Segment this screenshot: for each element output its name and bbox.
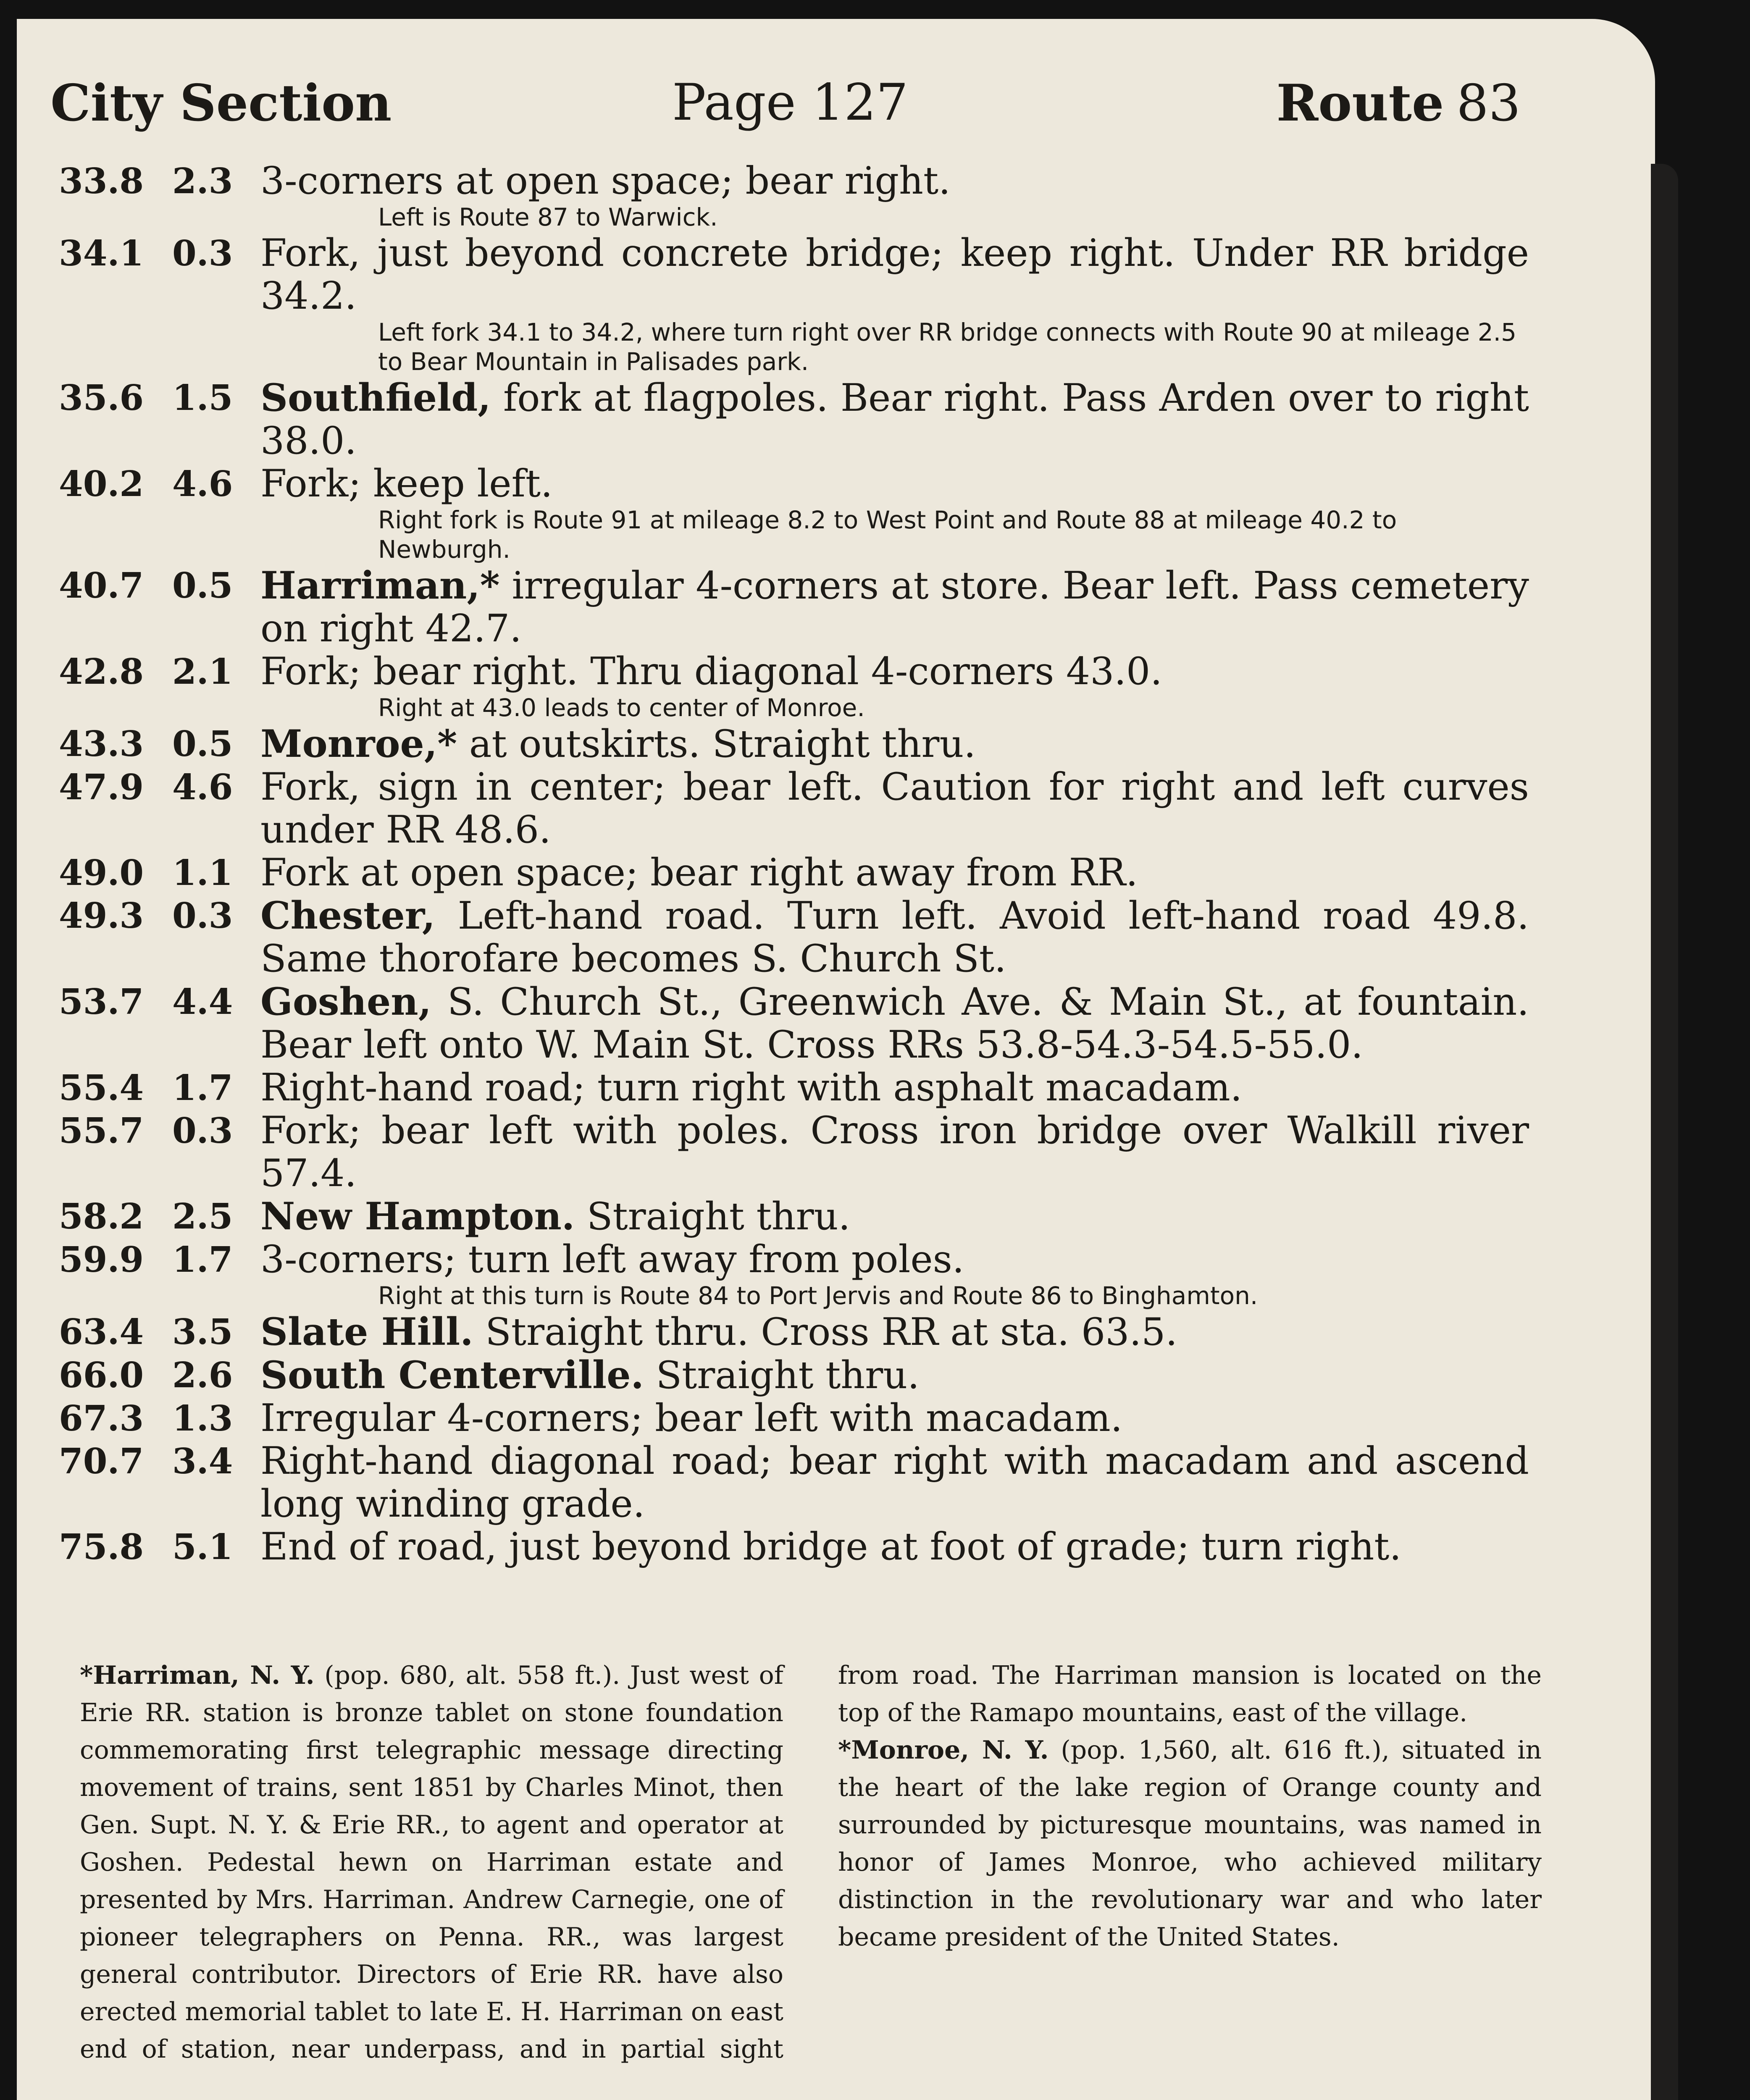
cumulative-mileage: 49.0 (59, 852, 144, 893)
direction-instruction: Fork; bear right. Thru diagonal 4-corners 43.0. (260, 649, 1162, 693)
cumulative-mileage: 58.2 (59, 1196, 144, 1237)
direction-text (260, 1525, 1529, 1568)
route-entry (59, 1397, 1529, 1440)
direction-text (260, 766, 1529, 851)
interval-mileage: 2.5 (172, 1196, 233, 1237)
direction-text (260, 462, 1529, 505)
direction-instruction: Irregular 4-corners; bear left with macadam. (260, 1396, 1123, 1440)
cumulative-mileage: 40.7 (59, 565, 144, 606)
route-entry (59, 1109, 1529, 1195)
place-name: Goshen, (260, 979, 432, 1024)
direction-text (260, 722, 1529, 766)
direction-instruction: Fork, sign in center; bear left. Caution for right and left curves under RR 48.6. (260, 765, 1529, 852)
cumulative-mileage: 59.9 (59, 1239, 144, 1280)
harriman-note-head: *Harriman, N. Y. (80, 1661, 315, 1690)
direction-text (260, 1066, 1529, 1109)
place-name: Harriman,* (260, 563, 500, 608)
direction-text (260, 1109, 1529, 1195)
section-title: City Section (50, 74, 392, 133)
direction-instruction: fork at flagpoles. Bear right. Pass Arden over to right 38.0. (260, 376, 1529, 463)
page-header (42, 74, 1521, 141)
route-entry (59, 894, 1529, 980)
direction-text (260, 851, 1529, 894)
direction-text (260, 1238, 1529, 1281)
direction-instruction: 3-corners at open space; bear right. (260, 159, 951, 203)
interval-mileage: 0.3 (172, 895, 233, 936)
interval-mileage: 1.7 (172, 1067, 233, 1108)
route-entry (59, 564, 1529, 650)
direction-instruction: Fork, just beyond concrete bridge; keep right. Under RR bridge 34.2. (260, 231, 1529, 318)
guidebook-page (17, 19, 1655, 2100)
route-note: Right at this turn is Route 84 to Port Jervis and Route 86 to Binghamton. (378, 1281, 1258, 1310)
interval-mileage: 2.3 (172, 160, 233, 202)
direction-instruction: 3-corners; turn left away from poles. (260, 1237, 964, 1281)
interval-mileage: 5.1 (172, 1526, 233, 1567)
route-entry (59, 1310, 1529, 1354)
cumulative-mileage: 55.7 (59, 1110, 144, 1151)
direction-instruction: Right-hand diagonal road; bear right with macadam and ascend long winding grade. (260, 1439, 1529, 1526)
direction-instruction: Left-hand road. Turn left. Avoid left-hand road 49.8. Same thorofare becomes S. Church St. (260, 894, 1529, 981)
cumulative-mileage: 35.6 (59, 377, 144, 418)
place-name: South Centerville. (260, 1353, 644, 1397)
cumulative-mileage: 42.8 (59, 651, 144, 692)
interval-mileage: 0.3 (172, 1110, 233, 1151)
route-log (59, 160, 1529, 1568)
direction-instruction: Fork; bear left with poles. Cross iron bridge over Walkill river 57.4. (260, 1108, 1529, 1195)
cumulative-mileage: 40.2 (59, 463, 144, 504)
route-entry (59, 722, 1529, 766)
cumulative-mileage: 33.8 (59, 160, 144, 202)
route-entry (59, 376, 1529, 462)
interval-mileage: 2.6 (172, 1354, 233, 1396)
direction-instruction: Straight thru. (586, 1194, 851, 1239)
route-note: Right fork is Route 91 at mileage 8.2 to West Point and Route 88 at mileage 40.2 to Newburgh. (378, 506, 1397, 564)
interval-mileage: 4.6 (172, 766, 233, 808)
footnotes (80, 1657, 1542, 2100)
direction-instruction: Right-hand road; turn right with asphalt macadam. (260, 1066, 1243, 1110)
monroe-note-head: *Monroe, N. Y. (838, 1735, 1049, 1765)
route-heading (1277, 74, 1521, 133)
interval-mileage: 4.4 (172, 981, 233, 1022)
direction-text (260, 232, 1529, 318)
place-name: New Hampton. (260, 1194, 575, 1239)
cumulative-mileage: 75.8 (59, 1526, 144, 1567)
direction-instruction: S. Church St., Greenwich Ave. & Main St., at fountain. Bear left onto W. Main St. Cross RRs 53.8-54.3-54.5-55.0. (260, 980, 1529, 1067)
route-entry (59, 766, 1529, 851)
direction-instruction: End of road, just beyond bridge at foot of grade; turn right. (260, 1525, 1402, 1569)
route-label: Route (1276, 74, 1444, 133)
direction-instruction: Fork at open space; bear right away from RR. (260, 850, 1138, 895)
place-name: Southfield, (260, 375, 491, 420)
interval-mileage: 1.3 (172, 1398, 233, 1439)
interval-mileage: 1.5 (172, 377, 233, 418)
direction-text (260, 980, 1529, 1066)
direction-text (260, 376, 1529, 462)
place-name: Monroe,* (260, 722, 457, 766)
direction-text (260, 894, 1529, 980)
interval-mileage: 0.5 (172, 565, 233, 606)
route-entry (59, 1354, 1529, 1397)
interval-mileage: 2.1 (172, 651, 233, 692)
direction-text (260, 1195, 1529, 1238)
direction-text (260, 160, 1529, 202)
direction-instruction: Straight thru. Cross RR at sta. 63.5. (485, 1310, 1178, 1354)
interval-mileage: 0.5 (172, 723, 233, 764)
direction-text (260, 1440, 1529, 1525)
cumulative-mileage: 49.3 (59, 895, 144, 936)
interval-mileage: 3.4 (172, 1441, 233, 1482)
direction-text (260, 650, 1529, 693)
cumulative-mileage: 67.3 (59, 1398, 144, 1439)
route-number: 83 (1456, 74, 1521, 133)
route-entry (59, 232, 1529, 376)
cumulative-mileage: 66.0 (59, 1354, 144, 1396)
direction-instruction: Straight thru. (656, 1353, 920, 1397)
interval-mileage: 1.1 (172, 852, 233, 893)
route-entry (59, 851, 1529, 894)
interval-mileage: 0.3 (172, 233, 233, 274)
direction-text (260, 1354, 1529, 1397)
route-entry (59, 1238, 1529, 1310)
interval-mileage: 3.5 (172, 1311, 233, 1352)
route-entry (59, 1525, 1529, 1568)
cumulative-mileage: 55.4 (59, 1067, 144, 1108)
monroe-note-body: (pop. 1,560, alt. 616 ft.), situated in the heart of the lake region of Orange county and surrounded by picturesque mountains, was named in honor of James Monroe, who achieved military distinction in the revolutionary war and who later became president of the United States. (838, 1735, 1542, 1952)
direction-instruction: at outskirts. Straight thru. (469, 722, 976, 766)
route-entry (59, 462, 1529, 564)
cumulative-mileage: 63.4 (59, 1311, 144, 1352)
place-name: Slate Hill. (260, 1310, 473, 1354)
direction-instruction: Fork; keep left. (260, 462, 553, 506)
direction-text (260, 1310, 1529, 1354)
direction-text (260, 564, 1529, 650)
interval-mileage: 1.7 (172, 1239, 233, 1280)
cumulative-mileage: 34.1 (59, 233, 144, 274)
page-number: Page 127 (672, 74, 908, 132)
cumulative-mileage: 53.7 (59, 981, 144, 1022)
route-entry (59, 1195, 1529, 1238)
route-note: Right at 43.0 leads to center of Monroe. (378, 693, 865, 722)
route-entry (59, 1066, 1529, 1109)
cumulative-mileage: 43.3 (59, 723, 144, 764)
cumulative-mileage: 70.7 (59, 1441, 144, 1482)
harriman-note-body: (pop. 680, alt. 558 ft.). Just west of Erie RR. station is bronze tablet on stone foundation commemorating first telegraphic message directing movement of trains, sent 1851 by Charles Minot, then Gen. Supt. N. Y. & Erie RR., to agent and operator at Goshen. Pedestal hewn on Harriman estate and presented by Mrs. Harriman. Andrew Carnegie, one of pioneer telegraphers on Penna. RR., was largest general contributor. Directors of Erie RR. have also erected memorial tablet to late E. H. Harriman on east end of station, near underpass, and in partial sight from road. The Harriman mansion is located on the top of the Ramapo mountains, east of the village. (80, 1661, 1542, 2064)
cumulative-mileage: 47.9 (59, 766, 144, 808)
monroe-note (838, 1732, 1542, 1956)
route-note: Left is Route 87 to Warwick. (378, 203, 718, 231)
place-name: Chester, (260, 893, 436, 938)
route-entry (59, 980, 1529, 1066)
direction-text (260, 1397, 1529, 1440)
route-entry (59, 160, 1529, 232)
direction-instruction: irregular 4-corners at store. Bear left. Pass cemetery on right 42.7. (260, 564, 1529, 651)
book-spine (1651, 164, 1678, 2100)
route-entry (59, 650, 1529, 722)
route-entry (59, 1440, 1529, 1525)
interval-mileage: 4.6 (172, 463, 233, 504)
route-note: Left fork 34.1 to 34.2, where turn right over RR bridge connects with Route 90 at mileage 2.5 to Bear Mountain in Palisades park. (378, 318, 1516, 376)
